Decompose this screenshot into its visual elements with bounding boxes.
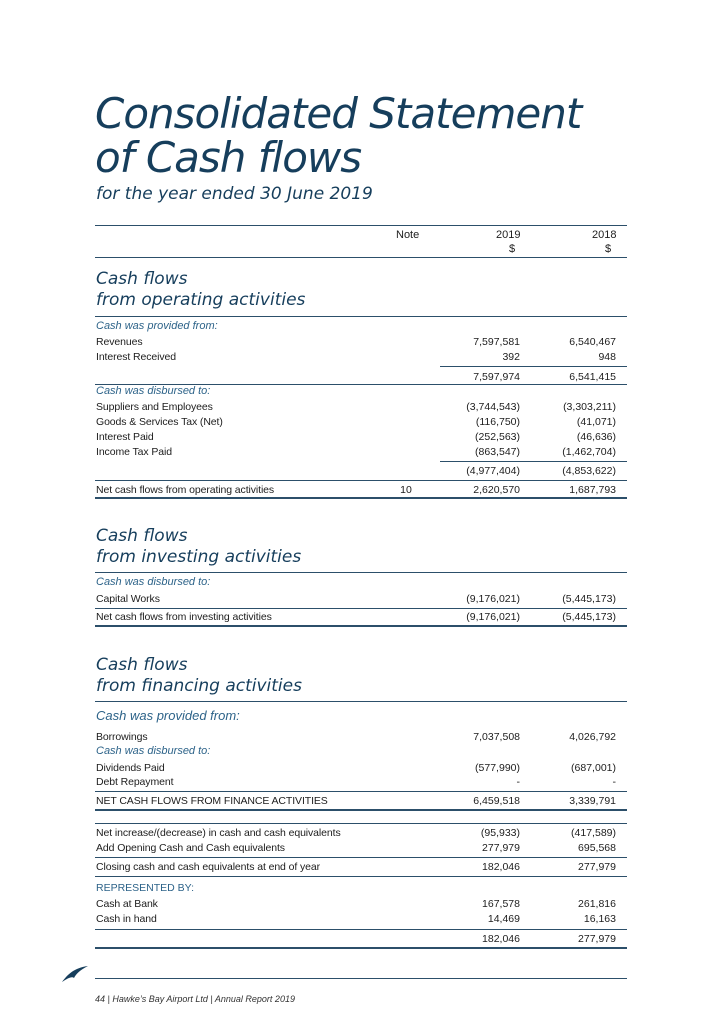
- row-capital-works-label: Capital Works: [96, 593, 160, 605]
- operating-disbursed-total-2019: (4,977,404): [466, 465, 520, 477]
- closing-bottom-rule: [95, 876, 627, 877]
- row-revenues-2018: 6,540,467: [569, 336, 616, 348]
- operating-provided-total-2019: 7,597,974: [473, 371, 520, 383]
- row-interest-received-2019: 392: [502, 351, 520, 363]
- cash-total-top-rule: [95, 929, 627, 930]
- row-income-tax-label: Income Tax Paid: [96, 446, 172, 458]
- row-capital-works-2019: (9,176,021): [466, 593, 520, 605]
- footer-rule: [95, 978, 627, 979]
- investing-net-top-rule: [95, 608, 627, 609]
- row-closing-cash-label: Closing cash and cash equivalents at end of year: [96, 861, 321, 873]
- row-dividends-2019: (577,990): [475, 762, 520, 774]
- row-interest-received-2018: 948: [598, 351, 616, 363]
- operating-net-2018: 1,687,793: [569, 484, 616, 496]
- operating-provided-rule: [440, 366, 627, 367]
- investing-net-bottom-rule: [95, 625, 627, 627]
- row-opening-cash-2019: 277,979: [482, 842, 520, 854]
- financing-net-bottom-rule: [95, 809, 627, 811]
- row-debt-repayment-2019: -: [516, 776, 520, 788]
- row-closing-cash-2018: 277,979: [578, 861, 616, 873]
- investing-section-title: Cash flows from investing activities: [96, 526, 302, 567]
- header-2019: 2019: [496, 229, 521, 241]
- investing-net-2019: (9,176,021): [466, 611, 520, 623]
- operating-net-note: 10: [400, 484, 412, 496]
- row-dividends-2018: (687,001): [571, 762, 616, 774]
- investing-disbursed-label: Cash was disbursed to:: [96, 576, 211, 588]
- row-borrowings-label: Borrowings: [96, 731, 148, 743]
- page-subtitle: for the year ended 30 June 2019: [96, 184, 373, 204]
- investing-rule: [95, 572, 627, 573]
- financing-provided-label: Cash was provided from:: [96, 708, 240, 723]
- investing-net-2018: (5,445,173): [562, 611, 616, 623]
- row-net-increase-2019: (95,933): [480, 827, 520, 839]
- operating-provided-label: Cash was provided from:: [96, 320, 218, 332]
- financing-rule: [95, 701, 627, 702]
- row-interest-received-label: Interest Received: [96, 351, 177, 363]
- row-income-tax-2019: (863,547): [475, 446, 520, 458]
- cash-total-bottom-rule: [95, 947, 627, 949]
- header-top-rule: [95, 225, 627, 226]
- financing-net-2018: 3,339,791: [569, 795, 616, 807]
- cash-total-2019: 182,046: [482, 933, 520, 945]
- row-suppliers-2018: (3,303,211): [563, 401, 616, 413]
- header-note: Note: [396, 229, 420, 241]
- investing-net-label: Net cash flows from investing activities: [96, 611, 272, 623]
- row-capital-works-2018: (5,445,173): [562, 593, 616, 605]
- row-suppliers-label: Suppliers and Employees: [96, 401, 213, 413]
- header-bottom-rule: [95, 257, 627, 258]
- row-revenues-2019: 7,597,581: [473, 336, 520, 348]
- row-net-increase-label: Net increase/(decrease) in cash and cash equivalents: [96, 827, 341, 839]
- operating-disbursed-total-rule: [440, 461, 627, 462]
- row-gst-2019: (116,750): [475, 416, 520, 428]
- row-income-tax-2018: (1,462,704): [562, 446, 616, 458]
- row-net-increase-2018: (417,589): [571, 827, 616, 839]
- closing-top-rule: [95, 857, 627, 858]
- financing-net-label: NET CASH FLOWS FROM FINANCE ACTIVITIES: [96, 795, 328, 807]
- operating-disbursed-label: Cash was disbursed to:: [96, 385, 211, 397]
- represented-by-label: REPRESENTED BY:: [96, 882, 195, 894]
- operating-rule: [95, 316, 627, 317]
- row-opening-cash-2018: 695,568: [578, 842, 616, 854]
- row-cash-in-hand-label: Cash in hand: [96, 913, 157, 925]
- row-gst-2018: (41,071): [576, 416, 616, 428]
- row-cash-in-hand-2019: 14,469: [487, 913, 520, 925]
- operating-section-title: Cash flows from operating activities: [96, 269, 306, 310]
- operating-provided-total-2018: 6,541,415: [569, 371, 616, 383]
- row-borrowings-2018: 4,026,792: [569, 731, 616, 743]
- row-cash-at-bank-label: Cash at Bank: [96, 898, 158, 910]
- operating-net-bottom-rule: [95, 497, 627, 499]
- row-interest-paid-2018: (46,636): [576, 431, 616, 443]
- row-cash-at-bank-2019: 167,578: [482, 898, 520, 910]
- row-cash-in-hand-2018: 16,163: [583, 913, 616, 925]
- row-suppliers-2019: (3,744,543): [466, 401, 520, 413]
- title-line-2: of Cash flows: [95, 133, 362, 182]
- operating-net-2019: 2,620,570: [473, 484, 520, 496]
- page-footer: 44 | Hawke’s Bay Airport Ltd | Annual Report 2019: [95, 994, 295, 1004]
- cash-total-2018: 277,979: [578, 933, 616, 945]
- operating-net-label: Net cash flows from operating activities: [96, 484, 275, 496]
- title-line-1: Consolidated Statement: [95, 89, 582, 138]
- row-dividends-label: Dividends Paid: [96, 762, 165, 774]
- summary-top-rule: [95, 823, 627, 824]
- financing-disbursed-label: Cash was disbursed to:: [96, 745, 211, 757]
- header-2018: 2018: [592, 229, 617, 241]
- operating-disbursed-total-2018: (4,853,622): [562, 465, 616, 477]
- row-debt-repayment-2018: -: [612, 776, 616, 788]
- row-interest-paid-label: Interest Paid: [96, 431, 154, 443]
- financing-section-title: Cash flows from financing activities: [96, 655, 302, 696]
- header-2018-currency: $: [605, 243, 612, 255]
- row-closing-cash-2019: 182,046: [482, 861, 520, 873]
- financing-net-2019: 6,459,518: [473, 795, 520, 807]
- row-revenues-label: Revenues: [96, 336, 143, 348]
- row-opening-cash-label: Add Opening Cash and Cash equivalents: [96, 842, 285, 854]
- operating-net-top-rule: [95, 480, 627, 481]
- hawk-logo-icon: [60, 964, 90, 984]
- header-2019-currency: $: [509, 243, 516, 255]
- row-borrowings-2019: 7,037,508: [473, 731, 520, 743]
- row-interest-paid-2019: (252,563): [475, 431, 520, 443]
- row-gst-label: Goods & Services Tax (Net): [96, 416, 223, 428]
- financing-net-top-rule: [95, 791, 627, 792]
- page-title: [95, 89, 582, 182]
- row-debt-repayment-label: Debt Repayment: [96, 776, 174, 788]
- row-cash-at-bank-2018: 261,816: [578, 898, 616, 910]
